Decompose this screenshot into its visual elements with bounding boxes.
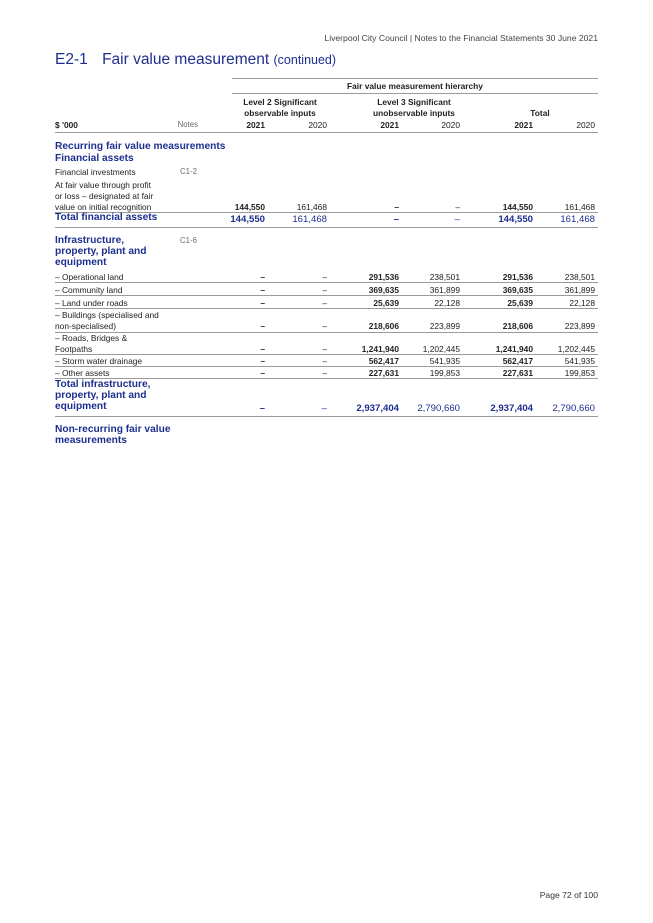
storm-total-2021: 562,417 bbox=[502, 356, 533, 366]
community-l2-2020: – bbox=[322, 285, 327, 295]
header-rule bbox=[55, 132, 598, 133]
storm-l3-2021: 562,417 bbox=[368, 356, 399, 366]
roads-total-2020: 1,202,445 bbox=[557, 344, 595, 354]
roads-land-l2-2020: – bbox=[322, 298, 327, 308]
total-financial-assets-label: Total financial assets bbox=[55, 212, 158, 223]
roads-l2-2021: – bbox=[260, 344, 265, 354]
financial-assets-heading: Financial assets bbox=[55, 153, 134, 164]
nonrecurring-heading-line2: measurements bbox=[55, 435, 127, 446]
operational-total-2021: 291,536 bbox=[502, 272, 533, 282]
roads-l3-2021: 1,241,940 bbox=[361, 344, 399, 354]
col-l2-2020: 2020 bbox=[308, 120, 327, 130]
community-l3-2021: 369,635 bbox=[368, 285, 399, 295]
col-l3-2020: 2020 bbox=[441, 120, 460, 130]
buildings-l3-2020: 223,899 bbox=[429, 321, 460, 331]
other-total-2020: 199,853 bbox=[564, 368, 595, 378]
roads-land-rule bbox=[55, 308, 598, 309]
level3-heading-line1: Level 3 Significant bbox=[377, 97, 451, 107]
ippe-heading-line3: equipment bbox=[55, 257, 107, 268]
storm-l3-2020: 541,935 bbox=[429, 356, 460, 366]
other-l3-2020: 199,853 bbox=[429, 368, 460, 378]
notes-header: Notes bbox=[177, 120, 198, 129]
buildings-l3-2021: 218,606 bbox=[368, 321, 399, 331]
page-number: Page 72 of 100 bbox=[539, 890, 598, 900]
col-total-2020: 2020 bbox=[576, 120, 595, 130]
level2-heading-line2: observable inputs bbox=[244, 108, 316, 118]
fvtpl-total-2020: 161,468 bbox=[564, 202, 595, 212]
buildings-label-line1: – Buildings (specialised and bbox=[55, 310, 159, 320]
total-fin-l2-2021: 144,550 bbox=[230, 214, 265, 225]
col-l3-2021: 2021 bbox=[380, 120, 399, 130]
operational-total-2020: 238,501 bbox=[564, 272, 595, 282]
community-total-2020: 361,899 bbox=[564, 285, 595, 295]
buildings-l2-2020: – bbox=[322, 321, 327, 331]
community-land-label: – Community land bbox=[55, 285, 123, 295]
roads-label-line2: Footpaths bbox=[55, 344, 93, 354]
fvtpl-total-2021: 144,550 bbox=[502, 202, 533, 212]
fvtpl-l2-2021: 144,550 bbox=[234, 202, 265, 212]
continued-label: (continued) bbox=[273, 53, 337, 67]
section-title-text: Fair value measurement bbox=[102, 51, 270, 68]
fvtpl-l3-2021: – bbox=[394, 202, 399, 212]
roads-land-total-2021: 25,639 bbox=[507, 298, 533, 308]
buildings-l2-2021: – bbox=[260, 321, 265, 331]
land-under-roads-label: – Land under roads bbox=[55, 298, 128, 308]
financial-investments-note: C1-2 bbox=[180, 167, 197, 176]
buildings-total-2020: 223,899 bbox=[564, 321, 595, 331]
fvtpl-label-line1: At fair value through profit bbox=[55, 180, 151, 190]
fvtpl-label-line2: or loss – designated at fair bbox=[55, 191, 154, 201]
roads-land-l2-2021: – bbox=[260, 298, 265, 308]
total-ippe-l2-2020: – bbox=[321, 403, 327, 414]
nonrecurring-heading-line1: Non-recurring fair value bbox=[55, 424, 171, 435]
total-ippe-total-2021: 2,937,404 bbox=[490, 403, 533, 414]
other-l2-2021: – bbox=[260, 368, 265, 378]
recurring-heading: Recurring fair value measurements bbox=[55, 141, 226, 152]
total-financial-assets-rule bbox=[55, 227, 598, 228]
community-l2-2021: – bbox=[260, 285, 265, 295]
total-heading: Total bbox=[530, 108, 550, 118]
total-ippe-rule bbox=[55, 416, 598, 417]
hierarchy-top-rule bbox=[232, 78, 598, 79]
storm-rule bbox=[55, 366, 598, 367]
community-l3-2020: 361,899 bbox=[429, 285, 460, 295]
total-ippe-l3-2020: 2,790,660 bbox=[417, 403, 460, 414]
total-ippe-label-line3: equipment bbox=[55, 401, 107, 412]
total-fin-total-2020: 161,468 bbox=[560, 214, 595, 225]
roads-label-line1: – Roads, Bridges & bbox=[55, 333, 128, 343]
ippe-note: C1-6 bbox=[180, 236, 197, 245]
operational-l2-2021: – bbox=[260, 272, 265, 282]
operational-land-label: – Operational land bbox=[55, 272, 124, 282]
roads-land-l3-2020: 22,128 bbox=[434, 298, 460, 308]
roads-land-total-2020: 22,128 bbox=[569, 298, 595, 308]
community-total-2021: 369,635 bbox=[502, 285, 533, 295]
storm-l2-2021: – bbox=[260, 356, 265, 366]
total-fin-total-2021: 144,550 bbox=[498, 214, 533, 225]
buildings-label-line2: non-specialised) bbox=[55, 321, 116, 331]
level3-heading-line2: unobservable inputs bbox=[373, 108, 455, 118]
col-l2-2021: 2021 bbox=[246, 120, 265, 130]
operational-l3-2021: 291,536 bbox=[368, 272, 399, 282]
total-fin-l2-2020: 161,468 bbox=[292, 214, 327, 225]
total-fin-l3-2021: – bbox=[393, 214, 399, 225]
operational-rule bbox=[55, 282, 598, 283]
storm-l2-2020: – bbox=[322, 356, 327, 366]
operational-l2-2020: – bbox=[322, 272, 327, 282]
section-number: E2-1 bbox=[55, 51, 88, 68]
fvtpl-label-line3: value on initial recognition bbox=[55, 202, 152, 212]
storm-water-label: – Storm water drainage bbox=[55, 356, 143, 366]
buildings-rule bbox=[55, 332, 598, 333]
document-header: Liverpool City Council | Notes to the Financial Statements 30 June 2021 bbox=[324, 33, 598, 43]
financial-investments-label: Financial investments bbox=[55, 167, 136, 177]
total-ippe-l2-2021: – bbox=[259, 403, 265, 414]
hierarchy-heading: Fair value measurement hierarchy bbox=[347, 81, 483, 91]
ippe-heading-line2: property, plant and bbox=[55, 246, 147, 257]
total-fin-l3-2020: – bbox=[454, 214, 460, 225]
fvtpl-l3-2020: – bbox=[455, 202, 460, 212]
roads-total-2021: 1,241,940 bbox=[495, 344, 533, 354]
level2-heading-line1: Level 2 Significant bbox=[243, 97, 317, 107]
ippe-heading-line1: Infrastructure, bbox=[55, 235, 125, 246]
total-ippe-total-2020: 2,790,660 bbox=[552, 403, 595, 414]
operational-l3-2020: 238,501 bbox=[429, 272, 460, 282]
fvtpl-l2-2020: 161,468 bbox=[296, 202, 327, 212]
other-total-2021: 227,631 bbox=[502, 368, 533, 378]
roads-land-l3-2021: 25,639 bbox=[373, 298, 399, 308]
hierarchy-bottom-rule bbox=[232, 93, 598, 94]
community-rule bbox=[55, 295, 598, 296]
unit-label: $ '000 bbox=[55, 120, 78, 130]
section-title bbox=[55, 51, 336, 69]
total-ippe-l3-2021: 2,937,404 bbox=[356, 403, 399, 414]
col-total-2021: 2021 bbox=[514, 120, 533, 130]
other-l3-2021: 227,631 bbox=[368, 368, 399, 378]
roads-l2-2020: – bbox=[322, 344, 327, 354]
other-l2-2020: – bbox=[322, 368, 327, 378]
total-ippe-label-line2: property, plant and bbox=[55, 390, 147, 401]
roads-rule bbox=[55, 354, 598, 355]
roads-l3-2020: 1,202,445 bbox=[422, 344, 460, 354]
total-ippe-label-line1: Total infrastructure, bbox=[55, 379, 151, 390]
storm-total-2020: 541,935 bbox=[564, 356, 595, 366]
other-assets-label: – Other assets bbox=[55, 368, 110, 378]
buildings-total-2021: 218,606 bbox=[502, 321, 533, 331]
